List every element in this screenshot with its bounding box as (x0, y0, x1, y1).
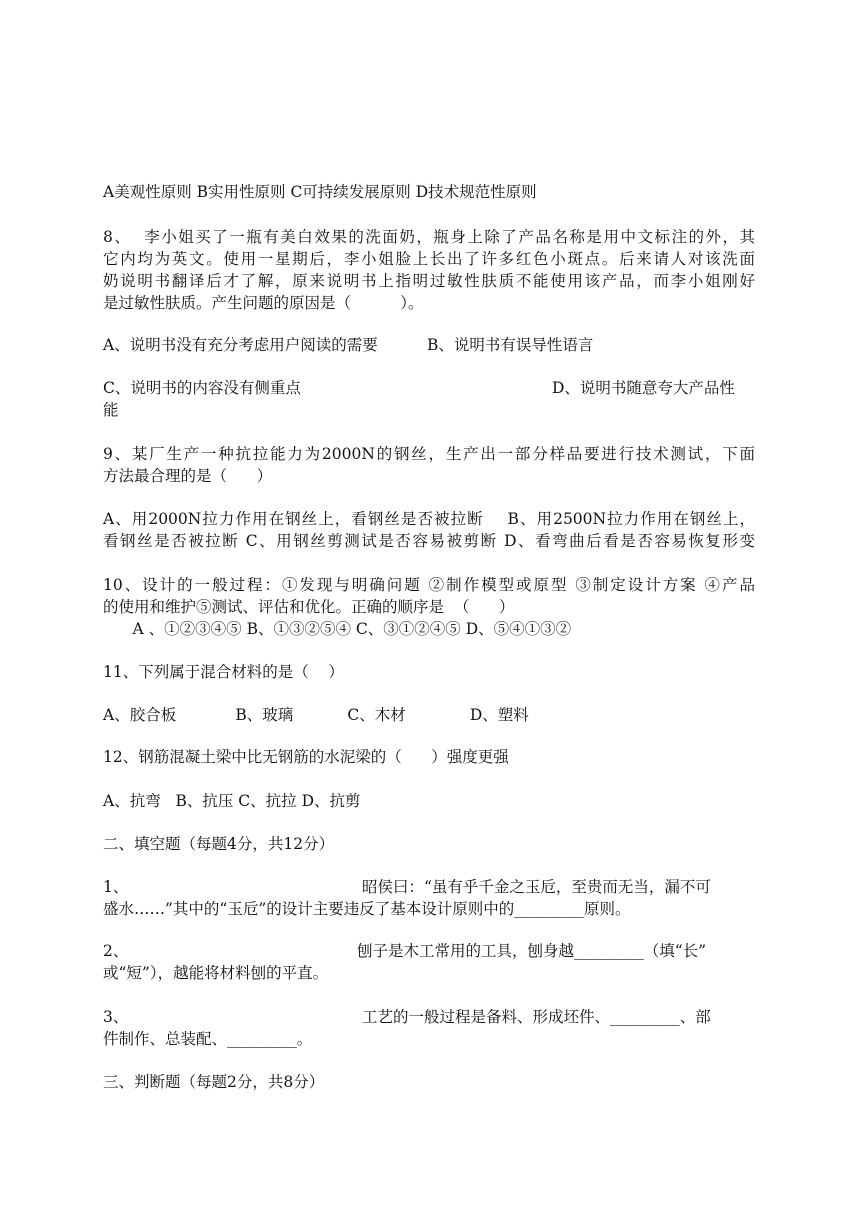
q8-option-c: C、说明书的内容没有侧重点 (103, 379, 301, 397)
q8-options-ab: A、说明书没有充分考虑用户阅读的需要 B、说明书有误导性语言 (103, 336, 594, 354)
q12-options: A、抗弯 B、抗压 C、抗拉 D、抗剪 (103, 792, 361, 810)
fill-3-text: 工艺的一般过程是备料、形成坯件、_________、部 (362, 1008, 711, 1026)
q12-question: 12、钢筋混凝土梁中比无钢筋的水泥梁的（ ）强度更强 (103, 748, 509, 766)
fill-1-number: 1、 (103, 878, 129, 896)
q11-options: A、胶合板 B、玻璃 C、木材 D、塑料 (103, 706, 529, 724)
q10-line-2: 的使用和维护⑤测试、评估和优化。正确的顺序是 （ ） (103, 598, 515, 616)
q8-line-1: 8、 李小姐买了一瓶有美白效果的洗面奶，瓶身上除了产品名称是用中文标注的外，其 (103, 228, 755, 246)
fill-3-line-2: 件制作、总装配、_________。 (103, 1030, 313, 1048)
fill-2-line-2: 或“短”），越能将材料刨的平直。 (103, 964, 329, 982)
q8-line-3: 奶说明书翻译后才了解，原来说明书上指明过敏性肤质不能使用该产品，而李小姐刚好 (103, 272, 755, 290)
q10-options: A 、①②③④⑤ B、①③②⑤④ C、③①②④⑤ D、⑤④①③② (103, 620, 572, 638)
q8-line-2: 它内均为英文。使用一星期后，李小姐脸上长出了许多红色小斑点。后来请人对该洗面 (103, 250, 755, 268)
q8-line-4: 是过敏性肤质。产生问题的原因是（ ）。 (103, 294, 424, 312)
q9-options-2: 看钢丝是否被拉断 C、用钢丝剪测试是否容易被剪断 D、看弯曲后看是否容易恢复形变 (103, 532, 755, 550)
q10-line-1: 10、设计的一般过程：①发现与明确问题 ②制作模型或原型 ③制定设计方案 ④产品 (103, 576, 755, 594)
q8-option-d-cont: 能 (103, 401, 119, 419)
fill-1-text: 昭侯曰：“虽有乎千金之玉卮，至贵而无当，漏不可 (362, 878, 711, 896)
fill-3-number: 3、 (103, 1008, 129, 1026)
section-3-heading: 三、判断题（每题2分，共8分） (103, 1073, 325, 1091)
q7-options: A美观性原则 B实用性原则 C可持续发展原则 D技术规范性原则 (103, 183, 537, 201)
q8-option-d: D、说明书随意夸大产品性 (552, 379, 735, 397)
fill-2-text: 刨子是木工常用的工具，刨身越_________（填“长” (357, 942, 707, 960)
q11-question: 11、下列属于混合材料的是（ ） (103, 663, 344, 681)
section-2-heading: 二、填空题（每题4分，共12分） (103, 835, 335, 853)
fill-1-line-2: 盛水……”其中的“玉卮”的设计主要违反了基本设计原则中的_________原则。 (103, 900, 631, 918)
q9-line-1: 9、某厂生产一种抗拉能力为2000N的钢丝，生产出一部分样品要进行技术测试，下面 (103, 445, 755, 463)
q9-line-2: 方法最合理的是（ ） (103, 467, 273, 485)
fill-2-number: 2、 (103, 942, 129, 960)
q9-options-1: A、用2000N拉力作用在钢丝上，看钢丝是否被拉断 B、用2500N拉力作用在钢丝上， (103, 510, 755, 528)
